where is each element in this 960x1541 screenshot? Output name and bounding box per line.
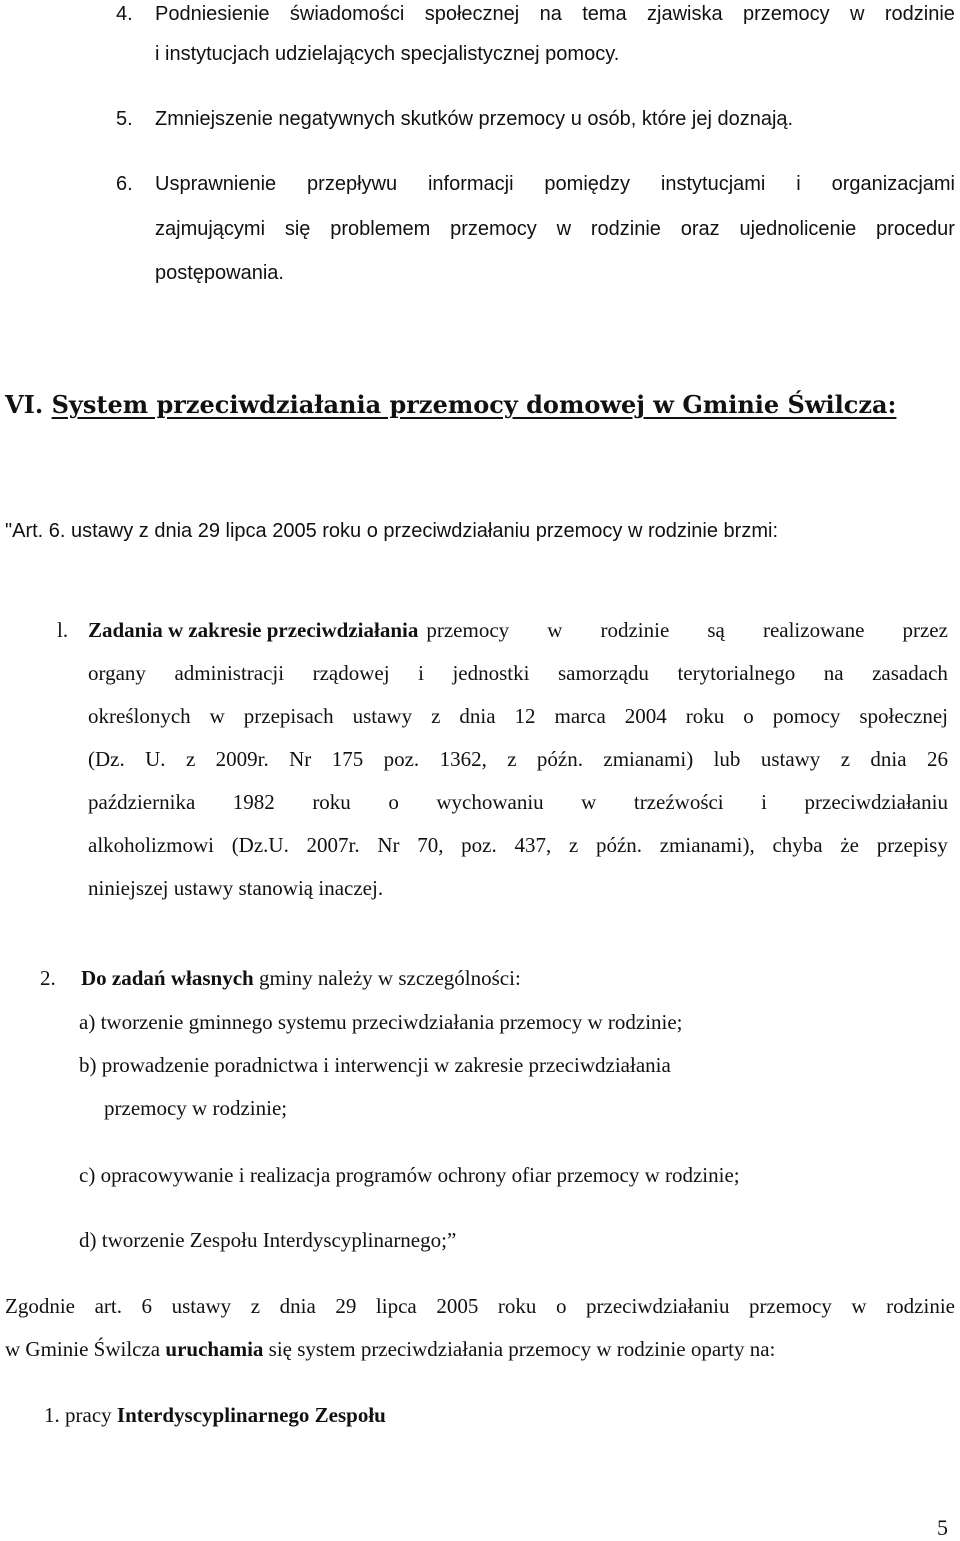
- point-1-line-1: [88, 620, 948, 641]
- word: zjawiska: [647, 3, 723, 25]
- word: 29: [335, 1294, 357, 1318]
- word: art.: [94, 1294, 122, 1318]
- word: Zgodnie: [5, 1294, 75, 1318]
- point-1-line-6: [88, 835, 948, 856]
- word: 1362,: [439, 747, 487, 771]
- word: o: [555, 1294, 567, 1318]
- word: roku: [497, 1294, 537, 1318]
- word: chyba: [772, 833, 823, 857]
- goal-4-line-1: [155, 4, 955, 24]
- goal-6-line-2: [155, 219, 955, 239]
- word: że: [840, 833, 859, 857]
- word: lub: [713, 747, 741, 771]
- word: przeciwdziałaniu: [804, 790, 948, 814]
- word: 12: [514, 704, 536, 728]
- point-2-rest: gminy należy w szczególności:: [253, 966, 521, 990]
- point-2-bold-lead: Do zadań własnych: [81, 966, 254, 990]
- list-item-1-number: 1.: [44, 1403, 60, 1427]
- word: administracji: [174, 661, 285, 685]
- word: przemocy: [749, 1294, 832, 1318]
- word: przemocy: [426, 618, 510, 642]
- point-1-line-2: [88, 663, 948, 684]
- word: przemocy: [742, 3, 830, 25]
- word: roku: [312, 790, 351, 814]
- word: w: [547, 618, 563, 642]
- list-item-1-pre: pracy: [65, 1403, 117, 1427]
- conclusion-line-1: [5, 1296, 955, 1317]
- section-number: VI.: [5, 390, 44, 419]
- word: informacji: [427, 173, 514, 195]
- word: się: [284, 218, 311, 240]
- word: w: [850, 3, 865, 25]
- point-2-item-c: c) opracowywanie i realizacja programów ochrony ofiar przemocy w rodzinie;: [79, 1163, 740, 1187]
- word: ujednolicenie: [739, 218, 857, 240]
- word: oraz: [680, 218, 720, 240]
- word: 2004: [624, 704, 667, 728]
- word: z: [431, 704, 441, 728]
- word: (Dz.: [88, 747, 125, 771]
- word: ustawy: [760, 747, 821, 771]
- word: przez: [902, 618, 948, 642]
- word: alkoholizmowi: [88, 833, 214, 857]
- point-2-number: 2.: [40, 966, 56, 990]
- point-2-item-b-line-1: b) prowadzenie poradnictwa i interwencji w zakresie przeciwdziałania: [79, 1053, 671, 1077]
- word: są: [707, 618, 725, 642]
- goal-5-line-1: Zmniejszenie negatywnych skutków przemocy u osób, które jej doznają.: [155, 108, 794, 130]
- word: Podniesienie: [155, 3, 270, 25]
- word: Usprawnienie: [155, 173, 277, 195]
- point-1-line-4: [88, 749, 948, 770]
- word: marca: [554, 704, 606, 728]
- point-1-line-3: [88, 706, 948, 727]
- word: Nr: [377, 833, 400, 857]
- conclusion-line-2: [5, 1339, 775, 1360]
- goal-4-number: 4.: [116, 3, 133, 25]
- word: na: [539, 3, 562, 25]
- page-number: 5: [937, 1515, 948, 1540]
- list-item-1-bold: Interdyscyplinarnego Zespołu: [116, 1403, 386, 1427]
- point-1-line-1-rest: [426, 620, 948, 641]
- point-2-item-a: a) tworzenie gminnego systemu przeciwdziałania przemocy w rodzinie;: [79, 1010, 683, 1034]
- word: U.: [145, 747, 166, 771]
- word: jednostki: [452, 661, 530, 685]
- word: 437,: [514, 833, 552, 857]
- word: lipca: [375, 1294, 417, 1318]
- word: 6: [141, 1294, 153, 1318]
- word: w: [209, 704, 225, 728]
- word: procedur: [876, 218, 955, 240]
- word: roku: [685, 704, 725, 728]
- word: poz.: [383, 747, 420, 771]
- goal-6-line-3: postępowania.: [155, 262, 284, 284]
- word: dnia: [870, 747, 907, 771]
- word: ustawy: [171, 1294, 232, 1318]
- word: organy: [88, 661, 146, 685]
- word: samorządu: [557, 661, 649, 685]
- word: rodzinie: [600, 618, 670, 642]
- word: zasadach: [872, 661, 948, 685]
- word: (Dz.U.: [231, 833, 289, 857]
- word: z: [250, 1294, 261, 1318]
- word: wychowaniu: [436, 790, 544, 814]
- word: instytucjami: [660, 173, 766, 195]
- word: o: [743, 704, 754, 728]
- point-1-bold-lead: Zadania w zakresie przeciwdziałania: [88, 618, 419, 642]
- point-1-line-5: [88, 792, 948, 813]
- word: społecznej: [859, 704, 948, 728]
- article-intro: "Art. 6. ustawy z dnia 29 lipca 2005 roku o przeciwdziałaniu przemocy w rodzinie brzmi:: [5, 520, 778, 542]
- word: poz.: [461, 833, 497, 857]
- word: zmianami),: [659, 833, 755, 857]
- word: późn.: [595, 833, 643, 857]
- word: organizacjami: [831, 173, 955, 195]
- word: przepływu: [307, 173, 398, 195]
- word: ustawy: [352, 704, 413, 728]
- word: w: [556, 218, 572, 240]
- point-1-number: l.: [57, 618, 69, 642]
- goal-5-number: 5.: [116, 108, 133, 130]
- word: 2005: [436, 1294, 479, 1318]
- word: przemocy: [450, 218, 537, 240]
- word: zmianami): [603, 747, 694, 771]
- word: trzeźwości: [633, 790, 724, 814]
- word: przepisy: [876, 833, 948, 857]
- section-title: System przeciwdziałania przemocy domowej w Gminie Świlcza:: [51, 390, 897, 419]
- word: przepisach: [243, 704, 334, 728]
- word: października: [88, 790, 196, 814]
- conclusion-line-2-post: się system przeciwdziałania przemocy w rodzinie oparty na:: [263, 1337, 776, 1361]
- goal-4-line-2: i instytucjach udzielających specjalistycznej pomocy.: [155, 43, 620, 65]
- word: późn.: [536, 747, 583, 771]
- word: z: [568, 833, 579, 857]
- word: i: [761, 790, 768, 814]
- word: rządowej: [312, 661, 390, 685]
- word: tema: [582, 3, 627, 25]
- word: dnia: [459, 704, 496, 728]
- word: pomiędzy: [544, 173, 631, 195]
- word: pomocy: [772, 704, 841, 728]
- conclusion-line-2-pre: w Gminie Świlcza: [5, 1337, 166, 1361]
- word: 2009r.: [215, 747, 269, 771]
- word: z: [185, 747, 196, 771]
- word: świadomości: [289, 3, 405, 25]
- point-2-item-d: d) tworzenie Zespołu Interdyscyplinarnego;”: [79, 1228, 457, 1252]
- word: i: [418, 661, 424, 685]
- word: 1982: [232, 790, 275, 814]
- word: problemem: [330, 218, 431, 240]
- section-heading: [5, 390, 897, 419]
- word: 26: [926, 747, 948, 771]
- word: z: [507, 747, 517, 771]
- conclusion-line-2-bold: uruchamia: [165, 1337, 264, 1361]
- word: realizowane: [762, 618, 865, 642]
- word: rodzinie: [884, 3, 955, 25]
- word: na: [823, 661, 844, 685]
- point-2-item-b-line-2: przemocy w rodzinie;: [104, 1096, 288, 1120]
- word: rodzinie: [886, 1294, 955, 1318]
- word: w: [581, 790, 597, 814]
- word: terytorialnego: [677, 661, 796, 685]
- goal-6-number: 6.: [116, 173, 133, 195]
- list-item-1: [44, 1405, 386, 1426]
- point-1-line-7: niniejszej ustawy stanowią inaczej.: [88, 876, 384, 900]
- word: społecznej: [424, 3, 520, 25]
- word: 175: [331, 747, 364, 771]
- word: określonych: [88, 704, 191, 728]
- point-2-heading: [81, 968, 521, 989]
- word: rodzinie: [590, 218, 661, 240]
- word: 2007r.: [306, 833, 360, 857]
- word: przeciwdziałaniu: [586, 1294, 730, 1318]
- word: dnia: [279, 1294, 316, 1318]
- word: Nr: [289, 747, 312, 771]
- word: zajmującymi: [155, 218, 266, 240]
- word: z: [840, 747, 851, 771]
- word: o: [388, 790, 399, 814]
- word: 70,: [417, 833, 444, 857]
- word: i: [796, 173, 801, 195]
- word: w: [851, 1294, 867, 1318]
- goal-6-line-1: [155, 174, 955, 194]
